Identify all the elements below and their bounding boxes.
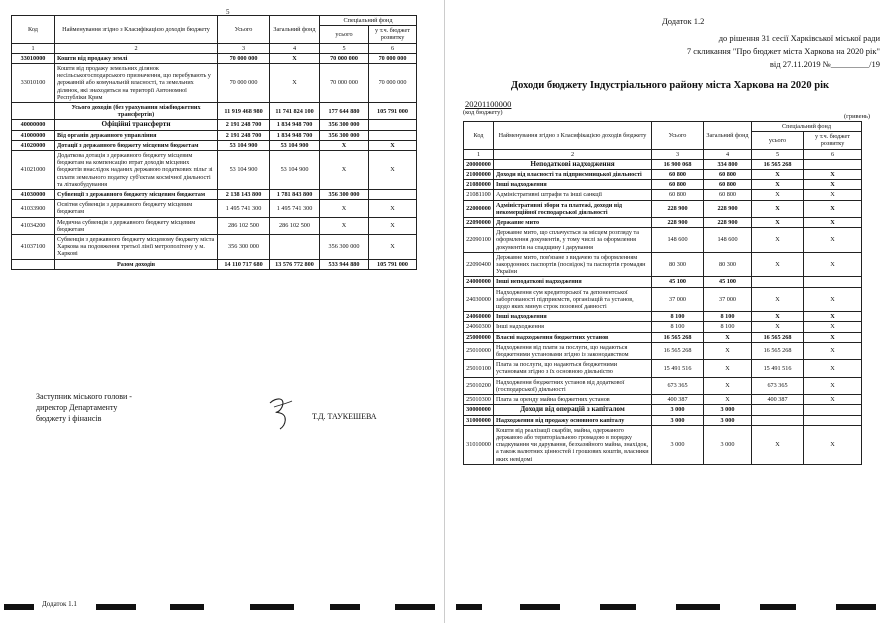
row-name: Від органів державного управління bbox=[55, 130, 218, 140]
scan-edge-mark bbox=[520, 604, 560, 610]
row-development-budget: 105 791 000 bbox=[369, 103, 417, 120]
row-general-fund: 1 834 948 700 bbox=[270, 120, 320, 130]
row-development-budget: X bbox=[804, 425, 862, 464]
budget-code: 20201100000 bbox=[465, 99, 512, 109]
row-development-budget: X bbox=[369, 200, 417, 217]
row-development-budget: X bbox=[804, 228, 862, 253]
handwritten-signature bbox=[262, 393, 302, 433]
left-table-body bbox=[12, 53, 417, 269]
scan-edge-mark bbox=[4, 604, 34, 610]
row-special-fund: X bbox=[752, 200, 804, 217]
row-total: 60 800 bbox=[652, 180, 704, 190]
col-num: 3 bbox=[218, 43, 270, 53]
row-code: 30000000 bbox=[464, 405, 494, 415]
row-development-budget: X bbox=[804, 190, 862, 200]
row-name: Державне мито bbox=[494, 218, 652, 228]
row-total: 16 565 268 bbox=[652, 342, 704, 359]
table-row bbox=[464, 395, 862, 405]
scan-edge-mark bbox=[600, 604, 636, 610]
table-row bbox=[12, 140, 417, 150]
row-development-budget: X bbox=[804, 342, 862, 359]
table-row bbox=[464, 312, 862, 322]
row-name: Доходи від власності та підприємницької діяльності bbox=[494, 170, 652, 180]
row-code: 41030000 bbox=[12, 190, 55, 200]
row-development-budget: X bbox=[804, 312, 862, 322]
row-total: 3 000 bbox=[652, 405, 704, 415]
row-general-fund: 53 104 900 bbox=[270, 151, 320, 190]
col-num: 5 bbox=[320, 43, 369, 53]
row-total: 37 000 bbox=[652, 287, 704, 312]
col-special-dev-header: у т.ч. бюджет розвитку bbox=[369, 26, 417, 43]
row-code: 24060300 bbox=[464, 322, 494, 332]
row-general-fund: 37 000 bbox=[704, 287, 752, 312]
row-special-fund: X bbox=[752, 252, 804, 277]
table-row bbox=[464, 405, 862, 415]
col-special-dev-header: у т.ч. бюджет розвитку bbox=[804, 132, 862, 149]
scan-edge-mark bbox=[96, 604, 136, 610]
row-special-fund: 16 565 268 bbox=[752, 342, 804, 359]
row-code: 41020000 bbox=[12, 140, 55, 150]
row-development-budget: X bbox=[804, 170, 862, 180]
row-development-budget: X bbox=[804, 395, 862, 405]
row-special-fund: X bbox=[752, 425, 804, 464]
row-code: 41000000 bbox=[12, 130, 55, 140]
row-development-budget: X bbox=[804, 287, 862, 312]
col-total-header: Усього bbox=[652, 122, 704, 150]
appendix-label: Додаток 1.2 bbox=[662, 16, 705, 26]
scan-edge-mark bbox=[456, 604, 482, 610]
row-code: 22090100 bbox=[464, 228, 494, 253]
row-general-fund: 8 100 bbox=[704, 322, 752, 332]
row-total: 2 191 248 700 bbox=[218, 120, 270, 130]
table-row bbox=[464, 332, 862, 342]
row-total: 356 300 000 bbox=[218, 235, 270, 260]
row-development-budget: X bbox=[804, 332, 862, 342]
row-development-budget bbox=[804, 277, 862, 287]
row-special-fund: X bbox=[752, 180, 804, 190]
row-general-fund: 286 102 500 bbox=[270, 217, 320, 234]
signature-position-line: Заступник міського голови - bbox=[36, 392, 132, 401]
col-num: 6 bbox=[804, 149, 862, 159]
scan-edge-mark bbox=[760, 604, 796, 610]
row-total: 53 104 900 bbox=[218, 151, 270, 190]
table-row bbox=[12, 235, 417, 260]
col-code-header: Код bbox=[12, 16, 55, 44]
table-row bbox=[464, 360, 862, 377]
row-special-fund: 356 300 000 bbox=[320, 130, 369, 140]
row-special-fund: X bbox=[320, 140, 369, 150]
row-code: 41037100 bbox=[12, 235, 55, 260]
col-num: 2 bbox=[55, 43, 218, 53]
row-total: 228 900 bbox=[652, 218, 704, 228]
row-name: Додаткова дотація з державного бюджету місцевим бюджетам на компенсацію втрат доходів місцевих бюджетів внаслідок наданих державою податкових пільг зі сплати земельного податку суб'єктам космічної діяльності та літакобудування bbox=[55, 151, 218, 190]
row-special-fund: X bbox=[320, 151, 369, 190]
table-row bbox=[464, 287, 862, 312]
row-name: Кошти від продажу землі bbox=[55, 53, 218, 63]
row-development-budget: X bbox=[804, 180, 862, 190]
row-name: Кошти від реалізації скарбів, майна, одержаного державою або територіальною громадою в порядку спадкування чи дарування, безхазяйного майна, знахідок, а також валютних цінностей і грошових коштів, власники яких невідомі bbox=[494, 425, 652, 464]
footer-label: Додаток 1.1 bbox=[42, 600, 77, 608]
row-name: Надходження від продажу основного капіталу bbox=[494, 415, 652, 425]
col-special-total-header: усього bbox=[752, 132, 804, 149]
row-special-fund: X bbox=[320, 217, 369, 234]
row-code: 22000000 bbox=[464, 200, 494, 217]
row-general-fund bbox=[270, 235, 320, 260]
row-special-fund bbox=[752, 415, 804, 425]
row-general-fund: 80 300 bbox=[704, 252, 752, 277]
row-development-budget bbox=[369, 130, 417, 140]
scan-edge-mark bbox=[395, 604, 435, 610]
row-general-fund: X bbox=[704, 377, 752, 394]
scan-edge-mark bbox=[250, 604, 294, 610]
budget-code-caption: (код бюджету) bbox=[463, 109, 503, 116]
row-special-fund: 356 300 000 bbox=[320, 120, 369, 130]
row-code: 25010000 bbox=[464, 342, 494, 359]
row-code bbox=[12, 103, 55, 120]
row-total: 673 365 bbox=[652, 377, 704, 394]
row-code: 33010100 bbox=[12, 64, 55, 103]
row-general-fund: X bbox=[704, 360, 752, 377]
table-row bbox=[464, 252, 862, 277]
row-name: Адміністративні штрафи та інші санкції bbox=[494, 190, 652, 200]
row-name: Надходження бюджетних установ від додаткової (господарської) діяльності bbox=[494, 377, 652, 394]
row-development-budget: 105 791 000 bbox=[369, 259, 417, 269]
table-row bbox=[12, 200, 417, 217]
row-special-fund: 15 491 516 bbox=[752, 360, 804, 377]
table-row bbox=[464, 342, 862, 359]
scan-edge-mark bbox=[330, 604, 360, 610]
scan-edge-mark bbox=[836, 604, 876, 610]
row-code: 21000000 bbox=[464, 170, 494, 180]
row-general-fund: X bbox=[704, 332, 752, 342]
table-row bbox=[12, 259, 417, 269]
row-general-fund: X bbox=[704, 395, 752, 405]
row-development-budget: X bbox=[804, 218, 862, 228]
scan-edge-mark bbox=[170, 604, 204, 610]
decision-reference bbox=[650, 32, 880, 71]
row-development-budget: 70 000 000 bbox=[369, 53, 417, 63]
table-row bbox=[12, 190, 417, 200]
row-name: Дотації з державного бюджету місцевим бюджетам bbox=[55, 140, 218, 150]
row-total: 11 919 468 980 bbox=[218, 103, 270, 120]
signature-position-line: директор Департаменту bbox=[36, 403, 118, 412]
col-total-header: Усього bbox=[218, 16, 270, 44]
row-total: 400 387 bbox=[652, 395, 704, 405]
row-total: 16 900 068 bbox=[652, 159, 704, 169]
row-name: Кошти від продажу земельних ділянок несільськогосподарського призначення, що перебувають у державній або комунальній власності, та земельних ділянок, які знаходяться на території Автономної Республіки Крим bbox=[55, 64, 218, 103]
row-total: 2 191 248 700 bbox=[218, 130, 270, 140]
row-development-budget bbox=[369, 190, 417, 200]
col-special-header: Спеціальний фонд bbox=[752, 122, 862, 132]
col-code-header: Код bbox=[464, 122, 494, 150]
table-row bbox=[12, 130, 417, 140]
row-general-fund: 11 741 824 100 bbox=[270, 103, 320, 120]
row-special-fund: X bbox=[752, 190, 804, 200]
table-row bbox=[464, 322, 862, 332]
row-general-fund: 1 834 948 700 bbox=[270, 130, 320, 140]
row-special-fund: 356 300 000 bbox=[320, 190, 369, 200]
row-special-fund: X bbox=[752, 218, 804, 228]
table-row bbox=[464, 377, 862, 394]
col-general-header: Загальний фонд bbox=[270, 16, 320, 44]
col-name-header: Найменування згідно з Класифікацією доходів бюджету bbox=[494, 122, 652, 150]
row-code: 21081100 bbox=[464, 190, 494, 200]
row-name: Адміністративні збори та платежі, доходи від некомерційної господарської діяльності bbox=[494, 200, 652, 217]
col-num: 6 bbox=[369, 43, 417, 53]
row-total: 60 800 bbox=[652, 190, 704, 200]
row-name: Інші неподаткові надходження bbox=[494, 277, 652, 287]
row-total: 3 000 bbox=[652, 415, 704, 425]
row-code: 25010300 bbox=[464, 395, 494, 405]
table-row bbox=[464, 218, 862, 228]
signature-position-line: бюджету і фінансів bbox=[36, 414, 102, 423]
row-development-budget bbox=[804, 415, 862, 425]
row-special-fund: X bbox=[752, 322, 804, 332]
col-general-header: Загальний фонд bbox=[704, 122, 752, 150]
row-special-fund: 70 000 000 bbox=[320, 64, 369, 103]
table-row bbox=[12, 151, 417, 190]
row-name: Освітня субвенція з державного бюджету місцевим бюджетам bbox=[55, 200, 218, 217]
row-name: Надходження від плати за послуги, що надаються бюджетними установами згідно із законодавством bbox=[494, 342, 652, 359]
col-special-total-header: усього bbox=[320, 26, 369, 43]
row-code: 33010000 bbox=[12, 53, 55, 63]
table-row bbox=[464, 228, 862, 253]
row-code: 25010200 bbox=[464, 377, 494, 394]
row-special-fund: X bbox=[752, 170, 804, 180]
row-development-budget: X bbox=[804, 322, 862, 332]
row-total: 14 110 717 680 bbox=[218, 259, 270, 269]
row-code: 41033900 bbox=[12, 200, 55, 217]
table-row bbox=[12, 64, 417, 103]
row-name: Надходження сум кредиторської та депонентської заборгованості підприємств, організацій та установ, щодо яких минув строк позовної давності bbox=[494, 287, 652, 312]
row-general-fund: X bbox=[704, 342, 752, 359]
page-number: 5 bbox=[226, 8, 230, 16]
row-total: 80 300 bbox=[652, 252, 704, 277]
table-row bbox=[12, 53, 417, 63]
row-code: 24000000 bbox=[464, 277, 494, 287]
row-special-fund: 673 365 bbox=[752, 377, 804, 394]
row-development-budget: X bbox=[369, 235, 417, 260]
row-general-fund: 1 781 843 800 bbox=[270, 190, 320, 200]
table-row bbox=[464, 170, 862, 180]
row-code: 20000000 bbox=[464, 159, 494, 169]
table-row bbox=[12, 103, 417, 120]
table-row bbox=[464, 415, 862, 425]
row-total: 286 102 500 bbox=[218, 217, 270, 234]
row-development-budget: 70 000 000 bbox=[369, 64, 417, 103]
table-row bbox=[464, 200, 862, 217]
row-special-fund: 356 300 000 bbox=[320, 235, 369, 260]
row-code: 31000000 bbox=[464, 415, 494, 425]
col-name-header: Найменування згідно з Класифікацією доходів бюджету bbox=[55, 16, 218, 44]
row-total: 70 000 000 bbox=[218, 64, 270, 103]
row-name: Інші надходження bbox=[494, 312, 652, 322]
row-total: 45 100 bbox=[652, 277, 704, 287]
row-general-fund: 60 800 bbox=[704, 180, 752, 190]
row-development-budget bbox=[804, 405, 862, 415]
table-row bbox=[464, 277, 862, 287]
table-row bbox=[464, 180, 862, 190]
row-total: 8 100 bbox=[652, 312, 704, 322]
currency-unit: (гривень) bbox=[844, 113, 871, 120]
row-total: 53 104 900 bbox=[218, 140, 270, 150]
signature-position bbox=[36, 391, 132, 424]
row-special-fund: 70 000 000 bbox=[320, 53, 369, 63]
row-general-fund: 3 000 bbox=[704, 425, 752, 464]
right-revenue-table bbox=[463, 121, 862, 465]
col-num: 3 bbox=[652, 149, 704, 159]
row-total: 3 000 bbox=[652, 425, 704, 464]
row-code: 24030000 bbox=[464, 287, 494, 312]
row-name: Медична субвенція з державного бюджету місцевим бюджетам bbox=[55, 217, 218, 234]
row-code: 21080000 bbox=[464, 180, 494, 190]
row-name: Неподаткові надходження bbox=[494, 159, 652, 169]
signature-name: Т.Д. ТАУКЕШЕВА bbox=[312, 412, 377, 421]
table-row bbox=[12, 120, 417, 130]
row-code bbox=[12, 259, 55, 269]
row-total: 60 800 bbox=[652, 170, 704, 180]
row-special-fund: X bbox=[752, 287, 804, 312]
row-name: Інші надходження bbox=[494, 322, 652, 332]
row-special-fund: 400 387 bbox=[752, 395, 804, 405]
table-row bbox=[464, 159, 862, 169]
row-development-budget: X bbox=[804, 377, 862, 394]
row-name: Субвенція з державного бюджету місцевому бюджету міста Харкова на подовження третьої лінії метрополітену у м. Харкові bbox=[55, 235, 218, 260]
row-name: Доходи від операцій з капіталом bbox=[494, 405, 652, 415]
row-general-fund: 3 000 bbox=[704, 405, 752, 415]
row-development-budget: X bbox=[804, 200, 862, 217]
row-development-budget: X bbox=[804, 252, 862, 277]
col-num: 4 bbox=[704, 149, 752, 159]
row-general-fund: 60 800 bbox=[704, 190, 752, 200]
decision-line: від 27.11.2019 №_________/19 bbox=[769, 59, 880, 69]
row-general-fund: 3 000 bbox=[704, 415, 752, 425]
right-table-body bbox=[464, 159, 862, 464]
row-total: 228 900 bbox=[652, 200, 704, 217]
row-total: 8 100 bbox=[652, 322, 704, 332]
row-general-fund: 1 495 741 300 bbox=[270, 200, 320, 217]
left-revenue-table bbox=[11, 15, 417, 270]
row-special-fund bbox=[752, 277, 804, 287]
row-name: Державне мито, що сплачується за місцем розгляду та оформлення документів, у тому числі за оформлення документів на спадщину і дарування bbox=[494, 228, 652, 253]
col-num: 4 bbox=[270, 43, 320, 53]
row-development-budget: X bbox=[369, 140, 417, 150]
row-general-fund: 334 800 bbox=[704, 159, 752, 169]
row-total: 70 000 000 bbox=[218, 53, 270, 63]
decision-line: 7 скликання "Про бюджет міста Харкова на 2020 рік" bbox=[686, 46, 880, 56]
row-special-fund: 16 565 268 bbox=[752, 332, 804, 342]
row-special-fund bbox=[752, 405, 804, 415]
row-code: 22090000 bbox=[464, 218, 494, 228]
row-general-fund: 53 104 900 bbox=[270, 140, 320, 150]
col-special-header: Спеціальний фонд bbox=[320, 16, 417, 26]
row-code: 25010100 bbox=[464, 360, 494, 377]
row-name: Усього доходів (без урахування міжбюджетних трансфертів) bbox=[55, 103, 218, 120]
row-general-fund: 148 600 bbox=[704, 228, 752, 253]
row-special-fund: 16 565 268 bbox=[752, 159, 804, 169]
row-special-fund: 533 944 880 bbox=[320, 259, 369, 269]
row-general-fund: X bbox=[270, 53, 320, 63]
row-general-fund: X bbox=[270, 64, 320, 103]
row-general-fund: 13 576 772 800 bbox=[270, 259, 320, 269]
row-total: 148 600 bbox=[652, 228, 704, 253]
row-general-fund: 8 100 bbox=[704, 312, 752, 322]
decision-line: до рішення 31 сесії Харківської міської ради bbox=[718, 33, 880, 43]
row-name: Офіційні трансферти bbox=[55, 120, 218, 130]
row-development-budget bbox=[369, 120, 417, 130]
row-special-fund: X bbox=[752, 312, 804, 322]
col-num: 1 bbox=[464, 149, 494, 159]
row-code: 24060000 bbox=[464, 312, 494, 322]
row-name: Плата за оренду майна бюджетних установ bbox=[494, 395, 652, 405]
table-row bbox=[464, 190, 862, 200]
row-name: Інші надходження bbox=[494, 180, 652, 190]
row-total: 1 495 741 300 bbox=[218, 200, 270, 217]
row-development-budget bbox=[804, 159, 862, 169]
scan-edge-mark bbox=[676, 604, 720, 610]
row-name: Разом доходів bbox=[55, 259, 218, 269]
row-development-budget: X bbox=[369, 151, 417, 190]
row-development-budget: X bbox=[369, 217, 417, 234]
col-num: 5 bbox=[752, 149, 804, 159]
row-code: 41021000 bbox=[12, 151, 55, 190]
row-name: Плата за послуги, що надаються бюджетними установами згідно з їх основною діяльністю bbox=[494, 360, 652, 377]
row-total: 16 565 268 bbox=[652, 332, 704, 342]
row-code: 40000000 bbox=[12, 120, 55, 130]
row-general-fund: 45 100 bbox=[704, 277, 752, 287]
col-num: 1 bbox=[12, 43, 55, 53]
row-development-budget: X bbox=[804, 360, 862, 377]
row-special-fund: 177 644 880 bbox=[320, 103, 369, 120]
table-row bbox=[464, 425, 862, 464]
row-code: 41034200 bbox=[12, 217, 55, 234]
table-row bbox=[12, 217, 417, 234]
row-general-fund: 228 900 bbox=[704, 218, 752, 228]
row-special-fund: X bbox=[320, 200, 369, 217]
document-title: Доходи бюджету Індустріального району міста Харкова на 2020 рік bbox=[510, 80, 830, 91]
row-total: 2 138 143 800 bbox=[218, 190, 270, 200]
col-num: 2 bbox=[494, 149, 652, 159]
row-code: 31010000 bbox=[464, 425, 494, 464]
row-code: 25000000 bbox=[464, 332, 494, 342]
row-name: Власні надходження бюджетних установ bbox=[494, 332, 652, 342]
row-code: 22090400 bbox=[464, 252, 494, 277]
row-name: Субвенції з державного бюджету місцевим бюджетам bbox=[55, 190, 218, 200]
row-general-fund: 228 900 bbox=[704, 200, 752, 217]
row-total: 15 491 516 bbox=[652, 360, 704, 377]
row-special-fund: X bbox=[752, 228, 804, 253]
row-general-fund: 60 800 bbox=[704, 170, 752, 180]
row-name: Державне мито, пов'язане з видачею та оформленням закордонних паспортів (посвідок) та паспортів громадян України bbox=[494, 252, 652, 277]
